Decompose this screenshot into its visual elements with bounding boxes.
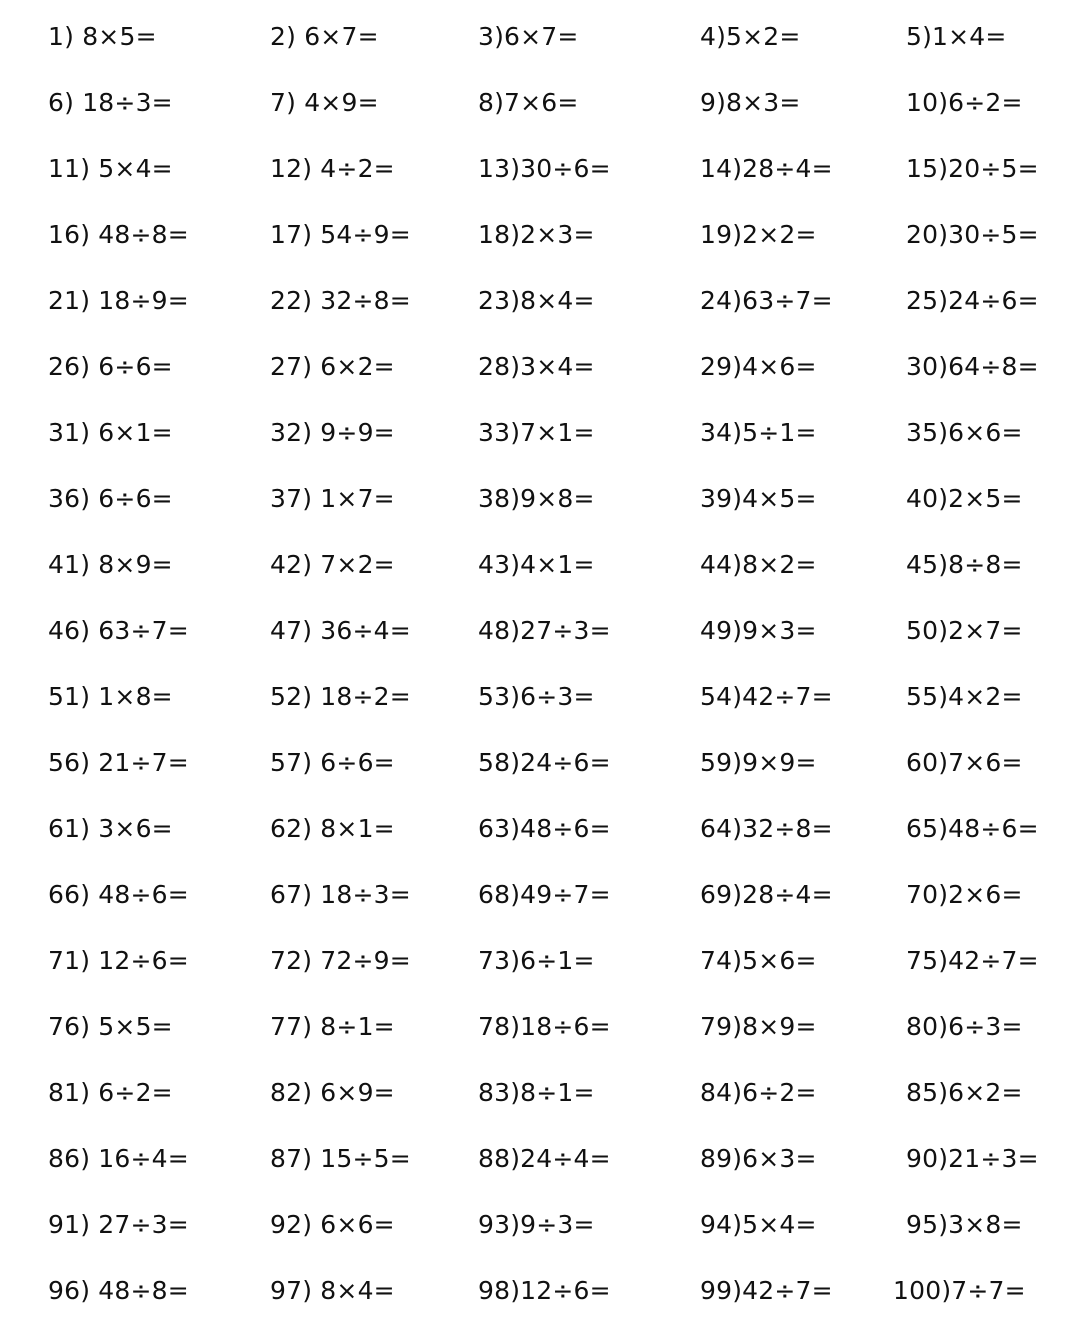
problem-item: 9)8×3= [700, 88, 801, 117]
problem-item: 47) 36÷4= [270, 616, 411, 645]
problem-item: 99)42÷7= [700, 1276, 833, 1305]
problem-item: 58)24÷6= [478, 748, 611, 777]
problem-item: 15)20÷5= [906, 154, 1039, 183]
problem-item: 59)9×9= [700, 748, 817, 777]
problem-item: 63)48÷6= [478, 814, 611, 843]
problem-item: 52) 18÷2= [270, 682, 411, 711]
problem-item: 13)30÷6= [478, 154, 611, 183]
problem-item: 19)2×2= [700, 220, 817, 249]
problem-row [0, 611, 1080, 651]
problem-item: 84)6÷2= [700, 1078, 817, 1107]
problem-row [0, 479, 1080, 519]
problem-item: 14)28÷4= [700, 154, 833, 183]
problem-item: 73)6÷1= [478, 946, 595, 975]
problem-item: 48)27÷3= [478, 616, 611, 645]
problem-item: 79)8×9= [700, 1012, 817, 1041]
problem-item: 74)5×6= [700, 946, 817, 975]
problem-item: 29)4×6= [700, 352, 817, 381]
problem-item: 75)42÷7= [906, 946, 1039, 975]
problem-item: 37) 1×7= [270, 484, 395, 513]
problem-item: 10)6÷2= [906, 88, 1023, 117]
problem-item: 45)8÷8= [906, 550, 1023, 579]
problem-item: 2) 6×7= [270, 22, 379, 51]
problem-item: 64)32÷8= [700, 814, 833, 843]
problem-item: 27) 6×2= [270, 352, 395, 381]
problem-item: 11) 5×4= [48, 154, 173, 183]
problem-item: 33)7×1= [478, 418, 595, 447]
problem-item: 38)9×8= [478, 484, 595, 513]
problem-item: 50)2×7= [906, 616, 1023, 645]
problem-item: 68)49÷7= [478, 880, 611, 909]
problem-item: 32) 9÷9= [270, 418, 395, 447]
problem-item: 98)12÷6= [478, 1276, 611, 1305]
problem-item: 36) 6÷6= [48, 484, 173, 513]
problem-item: 54)42÷7= [700, 682, 833, 711]
problem-item: 22) 32÷8= [270, 286, 411, 315]
problem-item: 43)4×1= [478, 550, 595, 579]
problem-item: 92) 6×6= [270, 1210, 395, 1239]
problem-item: 60)7×6= [906, 748, 1023, 777]
problem-row [0, 941, 1080, 981]
problem-item: 28)3×4= [478, 352, 595, 381]
problem-item: 41) 8×9= [48, 550, 173, 579]
problem-item: 61) 3×6= [48, 814, 173, 843]
problem-item: 95)3×8= [906, 1210, 1023, 1239]
problem-row [0, 413, 1080, 453]
problem-item: 3)6×7= [478, 22, 579, 51]
problem-item: 5)1×4= [906, 22, 1007, 51]
problem-item: 57) 6÷6= [270, 748, 395, 777]
problem-item: 94)5×4= [700, 1210, 817, 1239]
problem-row [0, 215, 1080, 255]
problem-item: 77) 8÷1= [270, 1012, 395, 1041]
problem-item: 53)6÷3= [478, 682, 595, 711]
problem-item: 97) 8×4= [270, 1276, 395, 1305]
problem-row [0, 1271, 1080, 1311]
problem-row [0, 677, 1080, 717]
problem-item: 65)48÷6= [906, 814, 1039, 843]
problem-item: 55)4×2= [906, 682, 1023, 711]
problem-item: 34)5÷1= [700, 418, 817, 447]
problem-item: 12) 4÷2= [270, 154, 395, 183]
problem-item: 16) 48÷8= [48, 220, 189, 249]
problem-item: 1) 8×5= [48, 22, 157, 51]
problem-item: 76) 5×5= [48, 1012, 173, 1041]
problem-item: 25)24÷6= [906, 286, 1039, 315]
problem-row [0, 809, 1080, 849]
problem-item: 24)63÷7= [700, 286, 833, 315]
problem-item: 69)28÷4= [700, 880, 833, 909]
problem-item: 49)9×3= [700, 616, 817, 645]
problem-item: 100)7÷7= [893, 1276, 1026, 1305]
problem-item: 21) 18÷9= [48, 286, 189, 315]
problem-item: 67) 18÷3= [270, 880, 411, 909]
problem-item: 71) 12÷6= [48, 946, 189, 975]
problem-row [0, 347, 1080, 387]
problem-item: 26) 6÷6= [48, 352, 173, 381]
problem-item: 56) 21÷7= [48, 748, 189, 777]
problem-item: 96) 48÷8= [48, 1276, 189, 1305]
problem-row [0, 281, 1080, 321]
problem-item: 70)2×6= [906, 880, 1023, 909]
problem-item: 44)8×2= [700, 550, 817, 579]
problem-item: 81) 6÷2= [48, 1078, 173, 1107]
problem-item: 20)30÷5= [906, 220, 1039, 249]
problem-row [0, 743, 1080, 783]
problem-item: 66) 48÷6= [48, 880, 189, 909]
problem-item: 35)6×6= [906, 418, 1023, 447]
problem-item: 40)2×5= [906, 484, 1023, 513]
problem-item: 80)6÷3= [906, 1012, 1023, 1041]
problem-item: 88)24÷4= [478, 1144, 611, 1173]
problem-row [0, 1073, 1080, 1113]
problem-item: 86) 16÷4= [48, 1144, 189, 1173]
problem-item: 87) 15÷5= [270, 1144, 411, 1173]
problem-item: 23)8×4= [478, 286, 595, 315]
problem-item: 46) 63÷7= [48, 616, 189, 645]
problem-item: 51) 1×8= [48, 682, 173, 711]
problem-row [0, 1139, 1080, 1179]
problem-row [0, 875, 1080, 915]
problem-item: 85)6×2= [906, 1078, 1023, 1107]
problem-item: 89)6×3= [700, 1144, 817, 1173]
problem-item: 17) 54÷9= [270, 220, 411, 249]
problem-row [0, 83, 1080, 123]
problem-item: 93)9÷3= [478, 1210, 595, 1239]
problem-item: 7) 4×9= [270, 88, 379, 117]
problem-item: 42) 7×2= [270, 550, 395, 579]
problem-item: 78)18÷6= [478, 1012, 611, 1041]
problem-item: 30)64÷8= [906, 352, 1039, 381]
problem-item: 18)2×3= [478, 220, 595, 249]
problem-row [0, 149, 1080, 189]
problem-item: 62) 8×1= [270, 814, 395, 843]
problem-item: 91) 27÷3= [48, 1210, 189, 1239]
problem-item: 4)5×2= [700, 22, 801, 51]
problem-item: 82) 6×9= [270, 1078, 395, 1107]
problem-row [0, 545, 1080, 585]
problem-item: 83)8÷1= [478, 1078, 595, 1107]
problem-row [0, 17, 1080, 57]
problem-item: 8)7×6= [478, 88, 579, 117]
problem-row [0, 1007, 1080, 1047]
problem-item: 72) 72÷9= [270, 946, 411, 975]
problem-item: 90)21÷3= [906, 1144, 1039, 1173]
problem-row [0, 1205, 1080, 1245]
problem-item: 31) 6×1= [48, 418, 173, 447]
problem-item: 39)4×5= [700, 484, 817, 513]
problem-item: 6) 18÷3= [48, 88, 173, 117]
